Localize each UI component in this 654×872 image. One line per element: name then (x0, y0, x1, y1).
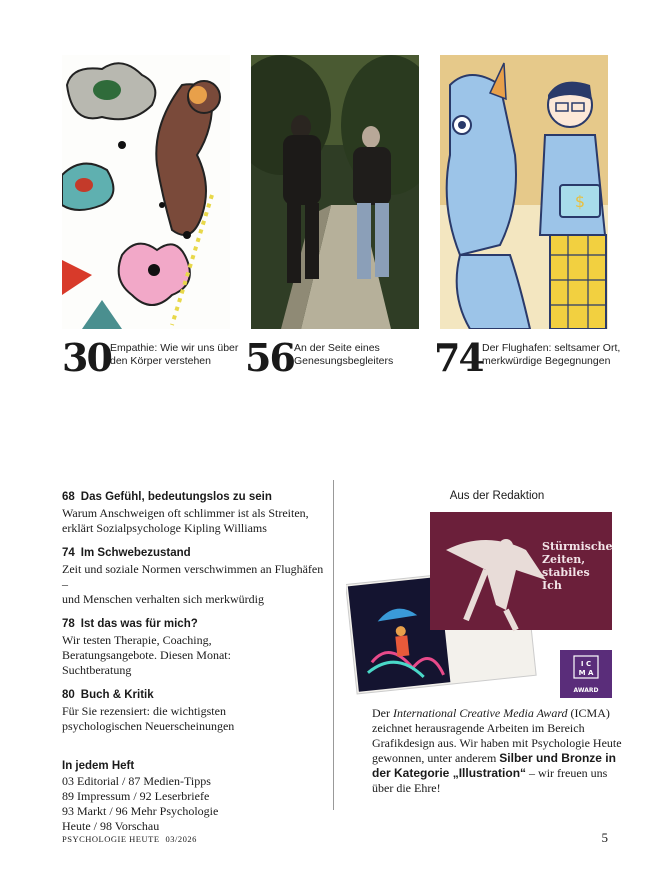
svg-text:$: $ (574, 192, 586, 211)
toc-page: 78 (62, 618, 75, 630)
empathie-illustration (62, 55, 230, 329)
toc-description: Zeit und soziale Normen verschwimmen an Flughäfen – und Menschen verhalten sich merkwürdig (62, 562, 324, 606)
heft-line: Heute / 98 Vorschau (62, 819, 160, 833)
svg-text:M A: M A (578, 669, 594, 677)
teaser-caption: Empathie: Wie wir uns über den Körper verstehen (110, 342, 239, 367)
page-number: 5 (601, 830, 608, 845)
footer-imprint (62, 834, 197, 844)
table-of-contents (62, 490, 324, 834)
magazine-headline: Stürmische Zeiten, stabiles Ich (542, 540, 613, 592)
column-divider (333, 480, 334, 810)
svg-text:I C: I C (580, 660, 592, 668)
redaktion-box (372, 490, 622, 796)
in-jedem-heft-title: In jedem Heft (62, 760, 135, 772)
heft-line: 89 Impressum / 92 Leserbriefe (62, 789, 210, 803)
award-figure (346, 510, 616, 700)
teaser-caption: An der Seite eines Genesungsbegleiters (294, 342, 394, 367)
toc-page: 74 (62, 547, 75, 559)
park-walk-photo (251, 55, 419, 329)
magazine-spread-image (346, 510, 616, 700)
issue-number: 03/2026 (165, 834, 197, 844)
toc-title: Buch & Kritik (80, 689, 154, 701)
airport-illustration (440, 55, 608, 329)
toc-item[interactable] (62, 617, 324, 678)
teaser-page-number[interactable]: 56 (245, 335, 294, 380)
teaser-image-flughafen[interactable] (440, 55, 608, 329)
toc-item[interactable] (62, 490, 324, 536)
redaktion-title: Aus der Redaktion (449, 490, 545, 502)
toc-title: Im Schwebezustand (80, 547, 191, 559)
toc-title: Das Gefühl, bedeutungslos zu sein (80, 491, 272, 503)
teaser-caption: Der Flughafen: seltsamer Ort, merkwürdige Begegnungen (482, 342, 621, 367)
teaser-image-genesungsbegleiter[interactable] (251, 55, 419, 329)
toc-description: Warum Anschweigen oft schlimmer ist als Streiten, erklärt Sozialpsychologe Kipling Williams (62, 506, 309, 535)
award-text: Der International Creative Media Award (ICMA) zeichnet herausragende Arbeiten im Bereich Grafikdesign aus. Wir haben mit Psychologie Heute gewonnen, unter anderem Silber und Bronze in der Kategorie „Illustration“ – wir freuen uns über die Ehre! (372, 706, 622, 795)
magazine-name: PSYCHOLOGIE HEUTE (62, 834, 160, 844)
toc-description: Für Sie rezensiert: die wichtigsten psychologischen Neuerscheinungen (62, 704, 235, 733)
heft-line: 03 Editorial / 87 Medien-Tipps (62, 774, 211, 788)
toc-page: 80 (62, 689, 75, 701)
toc-title: Ist das was für mich? (80, 618, 198, 630)
teaser-page-number[interactable]: 74 (434, 335, 483, 380)
toc-description: Wir testen Therapie, Coaching, Beratungsangebote. Diesen Monat: Suchtberatung (62, 633, 231, 677)
svg-text:AWARD: AWARD (573, 687, 599, 694)
toc-item[interactable] (62, 688, 324, 734)
heft-line: 93 Markt / 96 Mehr Psychologie (62, 804, 219, 818)
teaser-page-number[interactable]: 30 (62, 335, 111, 380)
toc-item[interactable] (62, 546, 324, 607)
teaser-image-empathie[interactable] (62, 55, 230, 329)
toc-page: 68 (62, 491, 75, 503)
